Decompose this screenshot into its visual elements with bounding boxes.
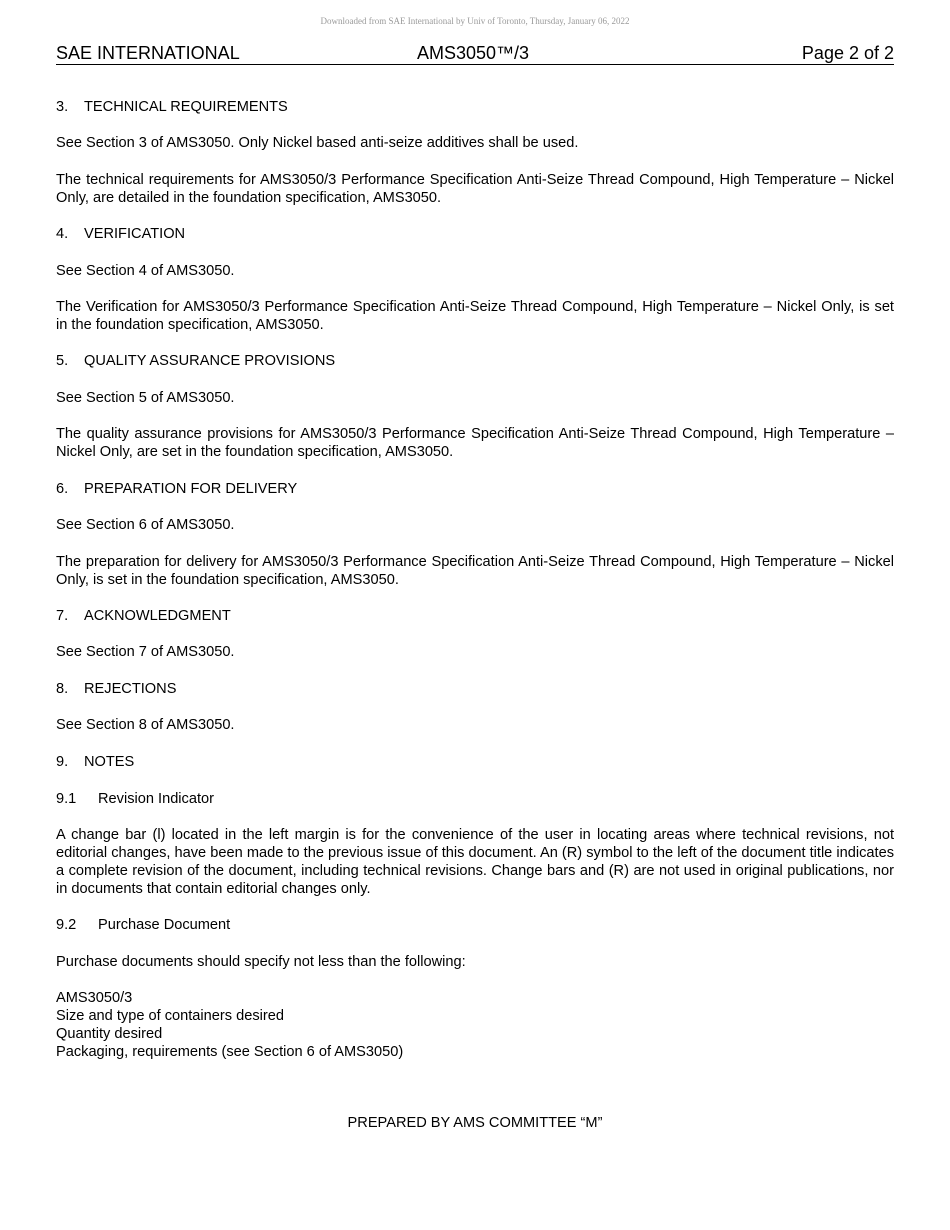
subsection-title: Revision Indicator — [98, 791, 214, 807]
section-3-paragraph-1: See Section 3 of AMS3050. Only Nickel based anti-seize additives shall be used. — [56, 135, 579, 151]
purchase-list-item: AMS3050/3 — [56, 990, 133, 1006]
purchase-list-item: Size and type of containers desired — [56, 1008, 284, 1024]
section-4-paragraph-1: See Section 4 of AMS3050. — [56, 263, 235, 279]
section-title: NOTES — [84, 754, 135, 770]
section-5-heading — [56, 352, 335, 370]
download-watermark: Downloaded from SAE International by Univ of Toronto, Thursday, January 06, 2022 — [320, 16, 630, 26]
section-number: 3. — [56, 99, 69, 115]
subsection-number: 9.2 — [56, 917, 77, 933]
subsection-number: 9.1 — [56, 791, 77, 807]
header-doc-id: AMS3050™/3 — [417, 43, 530, 63]
prepared-by-footer: PREPARED BY AMS COMMITTEE “M” — [347, 1115, 603, 1131]
section-3-heading — [56, 98, 288, 116]
section-8-heading — [56, 680, 176, 698]
section-number: 4. — [56, 226, 69, 242]
subsection-title: Purchase Document — [98, 917, 231, 933]
section-title: TECHNICAL REQUIREMENTS — [84, 99, 288, 115]
section-6-paragraph-1: See Section 6 of AMS3050. — [56, 517, 235, 533]
section-number: 9. — [56, 754, 69, 770]
section-title: QUALITY ASSURANCE PROVISIONS — [84, 353, 336, 369]
purchase-list-item: Packaging, requirements (see Section 6 of AMS3050) — [56, 1044, 404, 1060]
section-7-heading — [56, 607, 231, 625]
header-org: SAE INTERNATIONAL — [56, 43, 240, 63]
section-number: 8. — [56, 681, 69, 697]
section-title: ACKNOWLEDGMENT — [84, 608, 231, 624]
section-8-paragraph-1: See Section 8 of AMS3050. — [56, 717, 235, 733]
section-number: 6. — [56, 481, 69, 497]
section-number: 5. — [56, 353, 69, 369]
section-6-heading — [56, 480, 297, 498]
section-7-paragraph-1: See Section 7 of AMS3050. — [56, 644, 235, 660]
subsection-9-2-heading — [56, 916, 230, 934]
section-9-heading — [56, 753, 134, 771]
section-5-paragraph-1: See Section 5 of AMS3050. — [56, 390, 235, 406]
subsection-9-2-paragraph: Purchase documents should specify not less than the following: — [56, 954, 466, 970]
section-title: VERIFICATION — [84, 226, 186, 242]
section-title: PREPARATION FOR DELIVERY — [84, 481, 298, 497]
subsection-9-1-paragraph: A change bar (l) located in the left margin is for the convenience of the user in locating areas where technical revisions, not editorial changes, have been made to the previous issue of this document. An (R) symbol to the left of the document title indicates a complete revision of the document, including technical revisions. Change bars and (R) are not used in original publications, nor in documents that contain editorial changes only. — [56, 827, 894, 897]
section-title: REJECTIONS — [84, 681, 177, 697]
section-4-paragraph-2: The Verification for AMS3050/3 Performance Specification Anti-Seize Thread Compound, High Temperature – Nickel Only, is set in the foundation specification, AMS3050. — [56, 299, 894, 333]
purchase-list-item: Quantity desired — [56, 1026, 163, 1042]
page-header — [56, 43, 894, 65]
section-6-paragraph-2: The preparation for delivery for AMS3050/3 Performance Specification Anti-Seize Thread Compound, High Temperature – Nickel Only, is set in the foundation specification, AMS3050. — [56, 554, 894, 588]
subsection-9-1-heading — [56, 790, 214, 808]
section-number: 7. — [56, 608, 69, 624]
header-page-number: Page 2 of 2 — [801, 43, 894, 63]
section-3-paragraph-2: The technical requirements for AMS3050/3 Performance Specification Anti-Seize Thread Compound, High Temperature – Nickel Only, are detailed in the foundation specification, AMS3050. — [56, 172, 894, 206]
section-5-paragraph-2: The quality assurance provisions for AMS3050/3 Performance Specification Anti-Seize Thread Compound, High Temperature – Nickel Only, are set in the foundation specification, AMS3050. — [56, 426, 894, 460]
section-4-heading — [56, 225, 185, 243]
